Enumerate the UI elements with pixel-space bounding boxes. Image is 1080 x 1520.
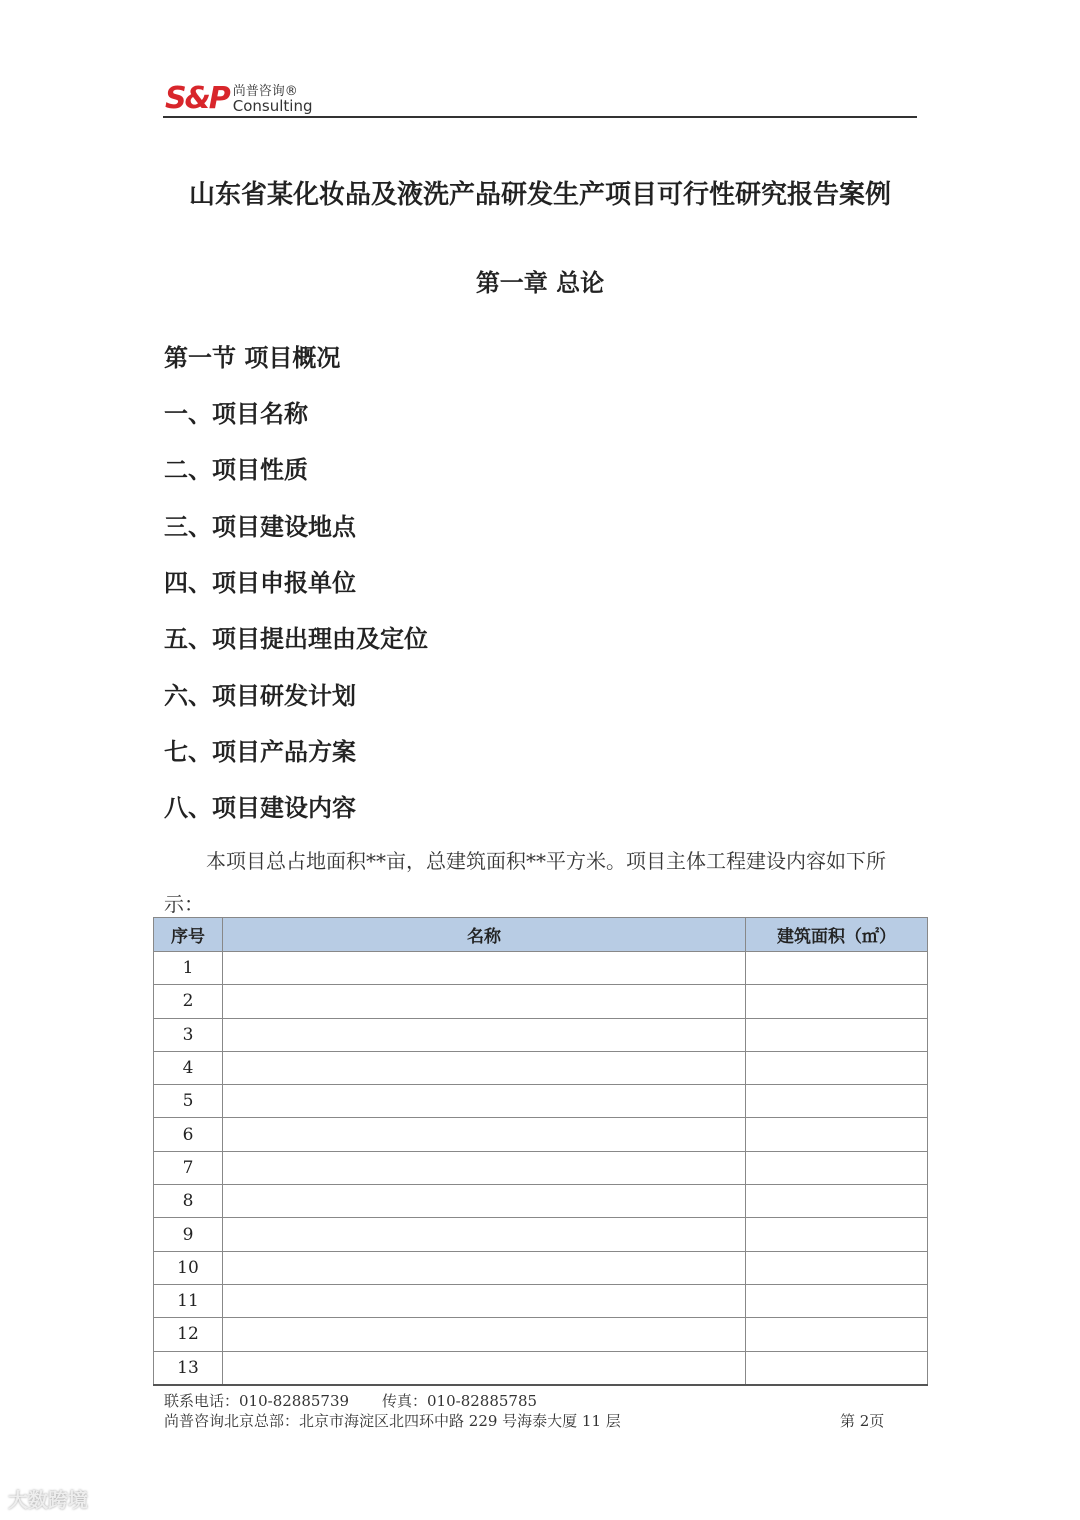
company-logo — [165, 78, 313, 114]
row-name — [223, 1151, 746, 1184]
row-area — [746, 1118, 928, 1151]
row-name — [223, 985, 746, 1018]
row-index: 7 — [154, 1151, 223, 1184]
row-area — [746, 1318, 928, 1351]
heading-item: 三、项目建设地点 — [164, 512, 356, 541]
row-area — [746, 1085, 928, 1118]
row-area — [746, 1185, 928, 1218]
row-name — [223, 1218, 746, 1251]
row-name — [223, 1051, 746, 1084]
row-index: 4 — [154, 1051, 223, 1084]
row-area — [746, 1051, 928, 1084]
logo-mark: S&P — [165, 81, 229, 116]
row-area — [746, 952, 928, 985]
row-area — [746, 1284, 928, 1317]
heading-item: 四、项目申报单位 — [164, 568, 356, 597]
heading-item: 一、项目名称 — [164, 399, 308, 428]
row-name — [223, 952, 746, 985]
row-name — [223, 1185, 746, 1218]
row-index: 13 — [154, 1351, 223, 1384]
header-divider — [163, 116, 917, 118]
table-row — [154, 1351, 928, 1384]
row-name — [223, 1085, 746, 1118]
heading-item: 七、项目产品方案 — [164, 737, 356, 766]
heading-item: 六、项目研发计划 — [164, 681, 356, 710]
row-index: 1 — [154, 952, 223, 985]
table-row — [154, 1284, 928, 1317]
table-row — [154, 952, 928, 985]
table-row — [154, 1218, 928, 1251]
table-row — [154, 1051, 928, 1084]
footer-address: 尚普咨询北京总部：北京市海淀区北四环中路 229 号海泰大厦 11 层 — [164, 1412, 621, 1430]
row-area — [746, 1218, 928, 1251]
document-title: 山东省某化妆品及液洗产品研发生产项目可行性研究报告案例 — [188, 180, 891, 210]
footer-fax: 传真：010-82885785 — [382, 1392, 538, 1410]
row-name — [223, 1018, 746, 1051]
row-name — [223, 1118, 746, 1151]
row-index: 5 — [154, 1085, 223, 1118]
heading-item: 五、项目提出理由及定位 — [164, 624, 428, 653]
footer-divider — [153, 1384, 928, 1386]
table-row — [154, 1251, 928, 1284]
col-header-name: 名称 — [223, 918, 746, 952]
row-index: 2 — [154, 985, 223, 1018]
row-area — [746, 985, 928, 1018]
table-row — [154, 1018, 928, 1051]
logo-cn: 尚普咨询® — [232, 84, 298, 99]
row-index: 10 — [154, 1251, 223, 1284]
row-area — [746, 1018, 928, 1051]
section-heading: 第一节 项目概况 — [164, 343, 341, 372]
chapter-heading: 第一章 总论 — [475, 268, 605, 297]
table-row — [154, 1318, 928, 1351]
construction-table — [153, 917, 928, 1385]
body-paragraph: 本项目总占地面积**亩，总建筑面积**平方米。项目主体工程建设内容如下所示： — [164, 849, 886, 916]
row-index: 9 — [154, 1218, 223, 1251]
row-name — [223, 1284, 746, 1317]
row-name — [223, 1318, 746, 1351]
logo-en: Consulting — [232, 97, 313, 115]
heading-item: 八、项目建设内容 — [164, 793, 356, 822]
table-row — [154, 1085, 928, 1118]
col-header-area: 建筑面积（㎡） — [746, 918, 928, 952]
row-index: 11 — [154, 1284, 223, 1317]
table-row — [154, 1185, 928, 1218]
page-number: 第 2页 — [840, 1412, 885, 1430]
row-index: 3 — [154, 1018, 223, 1051]
table-row — [154, 1118, 928, 1151]
row-name — [223, 1251, 746, 1284]
watermark: 大数跨境 — [8, 1488, 88, 1512]
row-area — [746, 1251, 928, 1284]
footer-phone: 联系电话：010-82885739 — [164, 1392, 350, 1410]
table-row — [154, 985, 928, 1018]
table-row — [154, 1151, 928, 1184]
row-index: 12 — [154, 1318, 223, 1351]
row-area — [746, 1151, 928, 1184]
row-index: 8 — [154, 1185, 223, 1218]
row-area — [746, 1351, 928, 1384]
col-header-index: 序号 — [154, 918, 223, 952]
row-index: 6 — [154, 1118, 223, 1151]
row-name — [223, 1351, 746, 1384]
heading-item: 二、项目性质 — [164, 455, 308, 484]
